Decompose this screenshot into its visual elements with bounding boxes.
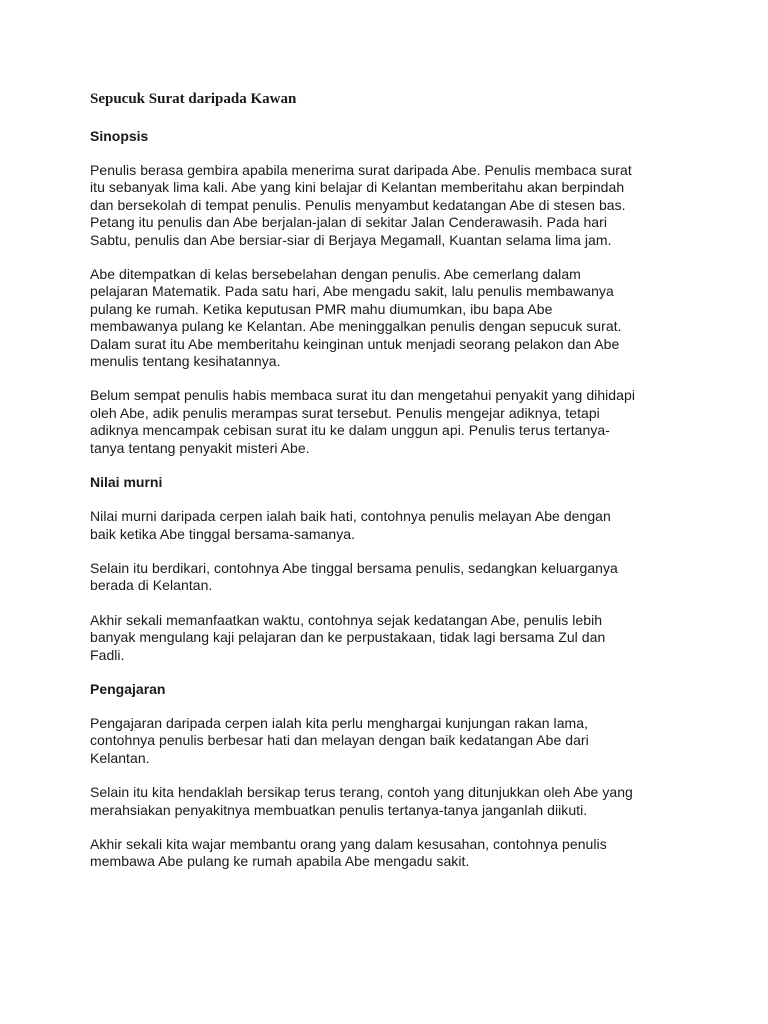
text-line: Belum sempat penulis habis membaca surat itu dan mengetahui penyakit yang dihidapi — [90, 387, 635, 404]
text-line: Penulis berasa gembira apabila menerima surat daripada Abe. Penulis membaca surat — [90, 162, 632, 178]
text-line: contohnya penulis berbesar hati dan melayan dengan baik kedatangan Abe dari — [90, 732, 589, 749]
section-heading-pengajaran: Pengajaran — [90, 680, 166, 697]
text-line: Akhir sekali memanfaatkan waktu, contohnya sejak kedatangan Abe, penulis lebih — [90, 611, 603, 628]
text-line: Fadli. — [90, 646, 125, 663]
text-line: Petang itu penulis dan Abe berjalan-jalan di sekitar Jalan Cenderawasih. Pada hari — [90, 214, 607, 231]
text-line: banyak mengulang kaji pelajaran dan ke perpustakaan, tidak lagi bersama Zul dan — [90, 629, 606, 646]
text-line: Dalam surat itu Abe memberitahu keinginan untuk menjadi seorang pelakon dan Abe — [90, 335, 620, 352]
text-line: Nilai murni daripada cerpen ialah baik hati, contohnya penulis melayan Abe dengan — [90, 508, 611, 525]
text-line: Sabtu, penulis dan Abe bersiar-siar di Berjaya Megamall, Kuantan selama lima jam. — [90, 231, 612, 248]
text-line: dan bersekolah di tempat penulis. Penulis menyambut kedatangan Abe di stesen bas. — [90, 196, 626, 213]
paragraph — [90, 715, 690, 767]
paragraph — [90, 508, 690, 543]
section-heading-sinopsis: Sinopsis — [90, 128, 149, 144]
paragraph — [90, 612, 690, 664]
section-heading-nilai-murni: Nilai murni — [90, 474, 163, 491]
text-line: adiknya mencampak cebisan surat itu ke dalam unggun api. Penulis terus tertanya- — [90, 422, 610, 439]
text-line: pelajaran Matematik. Pada satu hari, Abe mengadu sakit, lalu penulis membawanya — [90, 283, 614, 300]
text-line: menulis tentang kesihatannya. — [90, 353, 281, 370]
text-line: tanya tentang penyakit misteri Abe. — [90, 439, 310, 456]
text-line: baik ketika Abe tinggal bersama-samanya. — [90, 525, 356, 542]
document-content — [90, 89, 690, 888]
text-line: itu sebanyak lima kali. Abe yang kini belajar di Kelantan memberitahu akan berpindah — [90, 179, 625, 196]
text-line: pulang ke rumah. Ketika keputusan PMR mahu diumumkan, ibu bapa Abe — [90, 300, 553, 317]
document-title: Sepucuk Surat daripada Kawan — [90, 91, 297, 107]
paragraph — [90, 560, 690, 595]
paragraph — [90, 162, 690, 249]
text-line: merahsiakan penyakitnya membuatkan penulis tertanya-tanya janganlah diikuti. — [90, 801, 588, 818]
paragraph — [90, 266, 690, 370]
text-line: Abe ditempatkan di kelas bersebelahan dengan penulis. Abe cemerlang dalam — [90, 266, 581, 283]
paragraph — [90, 784, 690, 819]
text-line: Akhir sekali kita wajar membantu orang yang dalam kesusahan, contohnya penulis — [90, 835, 607, 852]
text-line: oleh Abe, adik penulis merampas surat tersebut. Penulis mengejar adiknya, tetapi — [90, 404, 600, 421]
text-line: membawa Abe pulang ke rumah apabila Abe mengadu sakit. — [90, 853, 470, 870]
text-line: Pengajaran daripada cerpen ialah kita perlu menghargai kunjungan rakan lama, — [90, 714, 589, 731]
paragraph — [90, 387, 690, 457]
paragraph — [90, 836, 690, 871]
text-line: Selain itu kita hendaklah bersikap terus terang, contoh yang ditunjukkan oleh Abe yang — [90, 784, 633, 801]
text-line: membawanya pulang ke Kelantan. Abe meninggalkan penulis dengan sepucuk surat. — [90, 318, 622, 335]
text-line: Selain itu berdikari, contohnya Abe tinggal bersama penulis, sedangkan keluarganya — [90, 559, 618, 576]
text-line: berada di Kelantan. — [90, 577, 213, 594]
text-line: Kelantan. — [90, 749, 150, 766]
